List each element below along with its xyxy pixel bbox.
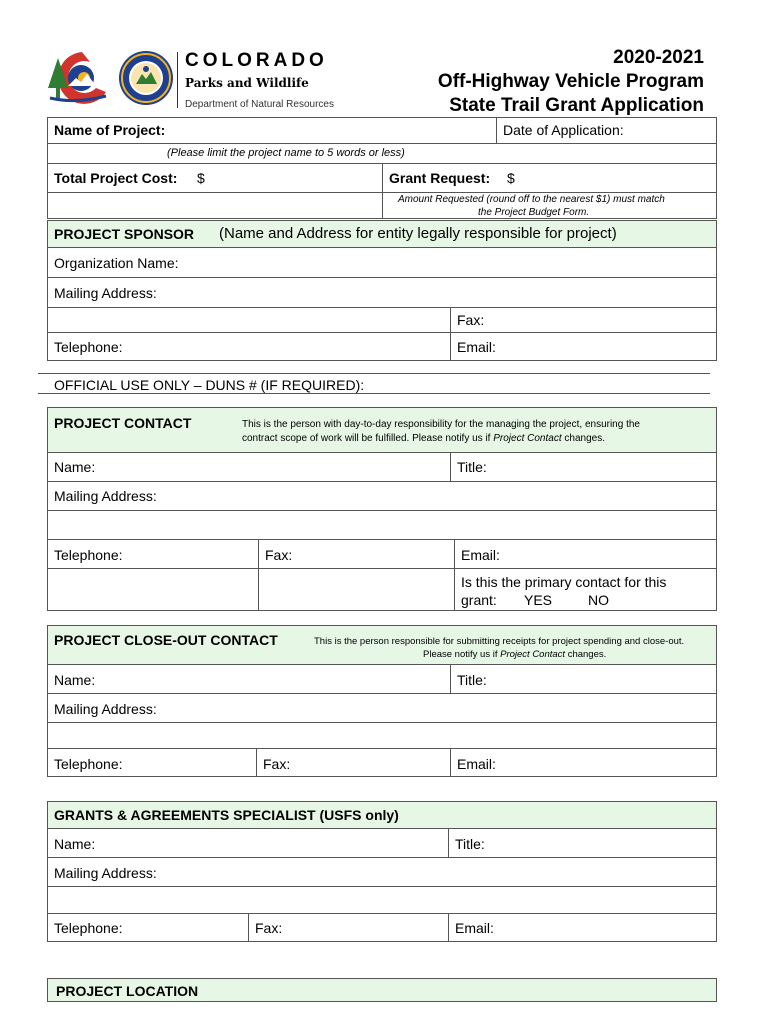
contact-name-label: Name: [54,459,96,475]
primary-contact-question: Is this the primary contact for this [461,574,667,590]
closeout-note-line2: Please notify us if Project Contact changes. [423,649,607,660]
logo-divider [177,52,178,108]
agency-name: Parks and Wildlife [185,76,309,90]
grant-note-line2: the Project Budget Form. [478,207,590,218]
closeout-email-label: Email: [457,756,496,772]
project-name-label: Name of Project: [54,122,166,138]
grant-request-currency: $ [507,170,515,186]
sponsor-heading-note: (Name and Address for entity legally responsible for project) [219,225,617,242]
closeout-name-label: Name: [54,672,96,688]
primary-contact-grant-label: grant: [461,592,497,608]
specialist-mailing-label: Mailing Address: [54,865,157,881]
brand-name: COLORADO [185,50,328,71]
state-seal-icon [118,50,174,106]
sponsor-fax-label: Fax: [457,312,485,328]
sponsor-telephone-label: Telephone: [54,339,123,355]
closeout-title-label: Title: [457,672,487,688]
closeout-heading: PROJECT CLOSE-OUT CONTACT [54,632,278,648]
primary-contact-yes[interactable]: YES [524,592,553,608]
total-cost-label: Total Project Cost: [54,170,178,186]
closeout-telephone-label: Telephone: [54,756,123,772]
sponsor-email-label: Email: [457,339,496,355]
form-title: State Trail Grant Application [449,95,704,116]
contact-title-label: Title: [457,459,487,475]
form-year: 2020-2021 [613,47,704,68]
closeout-note-line1: This is the person responsible for submitting receipts for project spending and close-out. [314,636,685,647]
contact-note-line1: This is the person with day-to-day responsibility for the managing the project, ensuring the [242,419,640,430]
location-heading: PROJECT LOCATION [56,983,199,999]
grant-request-label: Grant Request: [389,170,491,186]
program-name: Off-Highway Vehicle Program [437,71,704,92]
contact-note-line2: contract scope of work will be fulfilled. Please notify us if Project Contact changes. [242,433,605,444]
official-use-label: OFFICIAL USE ONLY – DUNS # (IF REQUIRED): [54,377,365,393]
sponsor-mailing-label: Mailing Address: [54,285,157,301]
closeout-box [47,664,717,777]
grant-note-line1: Amount Requested (round off to the nearest $1) must match [398,194,665,205]
project-name-note: (Please limit the project name to 5 words or less) [167,147,405,159]
closeout-fax-label: Fax: [263,756,291,772]
specialist-title-label: Title: [455,836,485,852]
contact-fax-label: Fax: [265,547,293,563]
cpw-logo [46,48,116,106]
contact-telephone-label: Telephone: [54,547,123,563]
specialist-name-label: Name: [54,836,96,852]
sponsor-org-label: Organization Name: [54,255,179,271]
specialist-box [47,828,717,942]
specialist-fax-label: Fax: [255,920,283,936]
sponsor-heading: PROJECT SPONSOR [54,226,195,242]
specialist-telephone-label: Telephone: [54,920,123,936]
specialist-heading: GRANTS & AGREEMENTS SPECIALIST (USFS only) [54,807,399,823]
closeout-mailing-label: Mailing Address: [54,701,157,717]
total-cost-currency: $ [197,170,205,186]
contact-heading: PROJECT CONTACT [54,415,192,431]
contact-mailing-label: Mailing Address: [54,488,157,504]
specialist-email-label: Email: [455,920,494,936]
application-date-label: Date of Application: [503,122,624,138]
colorado-c-mountain-icon [46,48,116,106]
department-name: Department of Natural Resources [185,99,334,110]
primary-contact-no[interactable]: NO [588,592,609,608]
contact-email-label: Email: [461,547,500,563]
